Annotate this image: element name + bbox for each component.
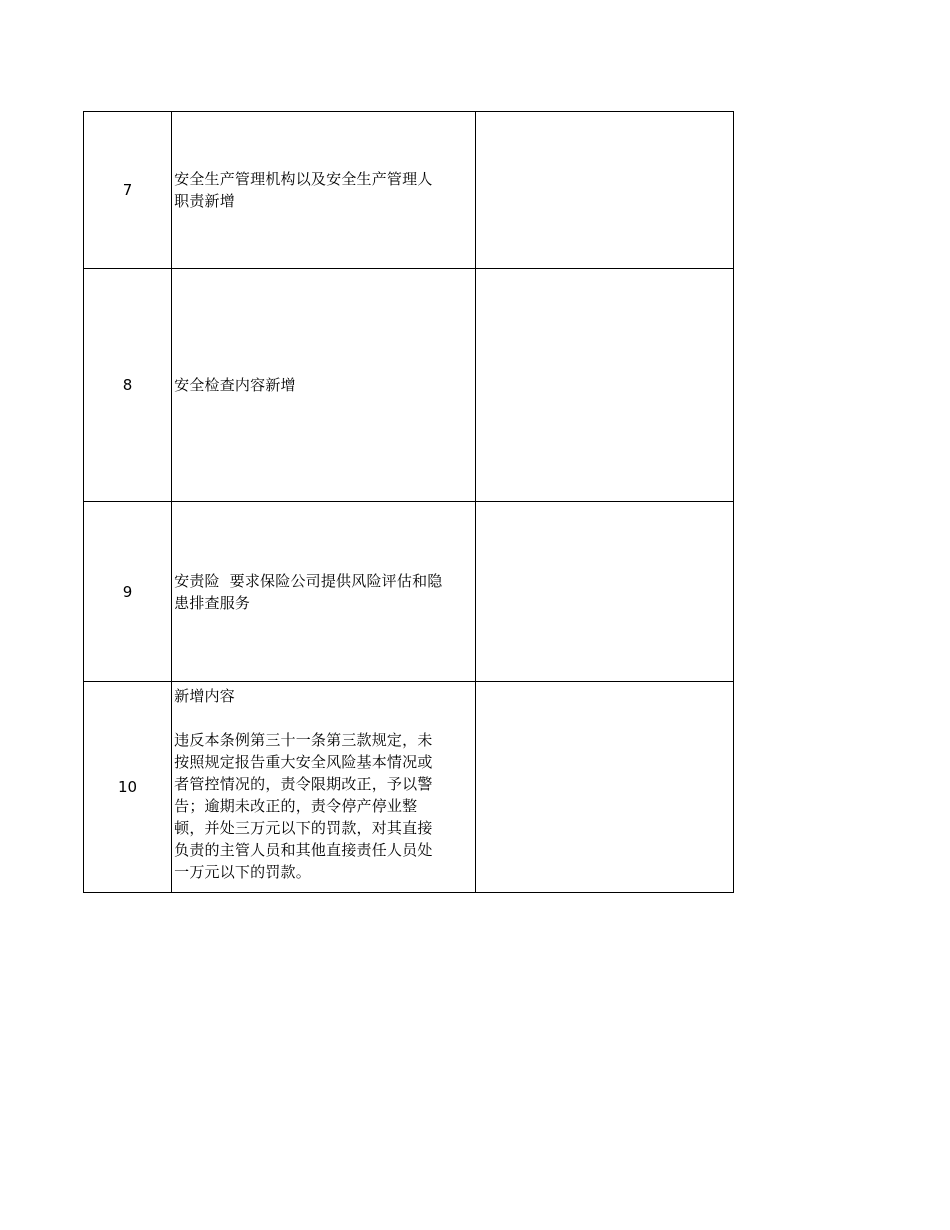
row-number: 8 xyxy=(84,269,172,502)
content-line: 安全生产管理机构以及安全生产管理人 xyxy=(174,170,433,188)
row-number: 10 xyxy=(84,682,172,893)
row-remark xyxy=(475,502,733,682)
content-line: 顿，并处三万元以下的罚款，对其直接 xyxy=(174,819,433,837)
row-number: 9 xyxy=(84,502,172,682)
row-number: 7 xyxy=(84,112,172,269)
row-remark xyxy=(475,682,733,893)
row-content xyxy=(172,112,475,269)
row-content xyxy=(172,682,475,893)
blank-line xyxy=(174,707,472,729)
content-line: 一万元以下的罚款。 xyxy=(174,863,311,881)
row-remark xyxy=(475,269,733,502)
row-content xyxy=(172,502,475,682)
content-line: 者管控情况的，责令限期改正，予以警 xyxy=(174,775,433,793)
table-row xyxy=(84,502,734,682)
row-remark xyxy=(475,112,733,269)
table-row xyxy=(84,269,734,502)
regulation-table xyxy=(83,111,734,893)
content-line: 按照规定报告重大安全风险基本情况或 xyxy=(174,753,433,771)
row-content xyxy=(172,269,475,502)
table-row xyxy=(84,682,734,893)
content-line: 违反本条例第三十一条第三款规定，未 xyxy=(174,731,433,749)
content-line: 安责险 要求保险公司提供风险评估和隐 xyxy=(174,571,443,590)
content-line: 负责的主管人员和其他直接责任人员处 xyxy=(174,841,433,859)
content-line: 患排查服务 xyxy=(174,593,251,612)
content-line: 安全检查内容新增 xyxy=(174,376,296,394)
content-line: 职责新增 xyxy=(174,192,235,210)
content-line: 告；逾期未改正的，责令停产停业整 xyxy=(174,797,418,815)
table-row xyxy=(84,112,734,269)
content-title: 新增内容 xyxy=(174,687,235,705)
